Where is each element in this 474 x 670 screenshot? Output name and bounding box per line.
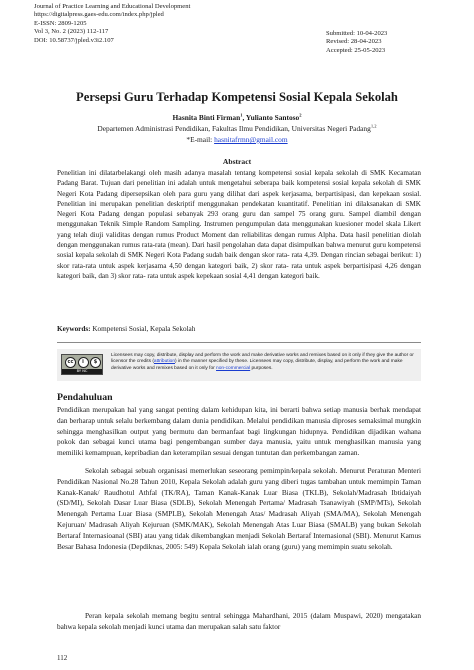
page-number: 112 bbox=[57, 654, 68, 662]
abstract-heading: Abstract bbox=[222, 157, 252, 166]
cc-badge-text: BY NC bbox=[62, 369, 102, 374]
author-1-sup: 1 bbox=[240, 112, 243, 118]
email-link[interactable]: hasnitafrmn@gmail.com bbox=[214, 135, 288, 144]
license-box bbox=[57, 349, 421, 381]
revised-date: Revised: 28-04-2023 bbox=[326, 38, 382, 46]
license-line-2: ) in the manner specified by these. Licensees may copy, distribute, display, and perform the work and make derivative works and remixes based on it only for bbox=[111, 359, 403, 371]
affiliation-text: Departemen Administrasi Pendidikan, Fakultas Ilmu Pendidikan, Universitas Negeri Padang bbox=[97, 124, 371, 133]
divider-rule bbox=[57, 342, 421, 343]
journal-name: Journal of Practice Learning and Educational Development bbox=[34, 3, 191, 10]
affiliation-sup: 1,2 bbox=[370, 123, 377, 129]
body-paragraph-3: Peran kepala sekolah memang begitu sentral sehingga Mahardhani, 2015 (dalam Muspawi, 2020) mengatakan bahwa kepala sekolah menjadi kunci utama dan merupakan salah satu faktor bbox=[57, 611, 421, 631]
noncommercial-link[interactable]: non-commercial bbox=[216, 365, 251, 371]
author-separator: , bbox=[242, 113, 246, 122]
journal-issn: E-ISSN: 2809-1205 bbox=[34, 19, 87, 27]
license-text bbox=[111, 353, 416, 372]
license-line-1: Licensees may copy, distribute, display and perform the work and make derivative works and remixes based on it only if they give the author or licensor the credits ( bbox=[111, 353, 414, 365]
journal-doi: DOI: 10.58737/jpled.v3i2.107 bbox=[34, 36, 114, 44]
author-1: Hasnita Binti Firman bbox=[172, 113, 241, 122]
authors bbox=[0, 113, 474, 122]
keywords bbox=[57, 325, 421, 333]
cc-icon: cc bbox=[65, 357, 76, 368]
abstract-text: Penelitian ini dilatarbelakangi oleh masih adanya masalah tentang kompetensi sosial kepala sekolah di SMK Kecamatan Padang Barat. Tujuan dari penelitian ini adalah untuk mengetahui seberapa baik kompetensi sosial kepala sekolah di SMK Negeri Kota Padang dipersepsikan oleh para guru yang dilihat dari aspek kerjasama, berpartisipasi, dan kepekaan sosial. Penelitian ini merupakan penelitian deskriptif menggunakan pendekatan kuantitatif. Penelitian ini dilaksanakan di SMK Negeri Kota Padang dengan populasi sebanyak 293 orang guru dan sampel 75 orang guru. Sampel diambil dengan menggunakan Teknik Simple Random Sampling. Instrumen pengumpulan data menggunakan kuesioner model skala Likert yang telah diuji validitas dengan rumus Product Moment dan reliabilitas dengan rumus Alpha. Data hasil penelitian diolah dengan menggunakan rumus rata-rata (mean). Dari hasil pengolahan data dapat disimpulkan bahwa menurut guru kompetensi sosial kepala sekolah di SMK Negeri Kota Padang sudah baik dengan skor rata- rata 4,39. Dengan rincian sebagai berikut: 1) skor rata-rata untuk aspek kerjasama 4,50 dengan kategori baik, 2) skor rata- rata untuk aspek berpartisipasi 4,26 dengan kategori baik, dan 3) skor rata- rata untuk aspek kepekaan sosial 4,41 dengan kategori baik. bbox=[57, 169, 421, 280]
body-paragraph-1: Pendidikan merupakan hal yang sangat penting dalam kehidupan kita, ini berarti bahwa setiap manusia berhak mendapat dan berharap untuk selalu berkembang dalam dunia pendidikan. Melalui pendidikan manusia diproses semaksimal mungkin sehingga menghasilkan output yang bermutu dan bermanfaat bagi lingkungan hidupnya. Pendidikan dijadikan wahana pokok dan sebagai kunci utama bagi pengembangan sumber daya manusia, yaitu untuk menghasilkan manusia yang memiliki kemampuan, kepribadian dan keterampilan sesuai dengan tuntutan dan perkembangan zaman. bbox=[57, 405, 421, 458]
article-title: Persepsi Guru Terhadap Kompetensi Sosial Kepala Sekolah bbox=[76, 90, 398, 104]
journal-volume: Vol 3, No. 2 (2023) 112-117 bbox=[34, 28, 109, 36]
journal-header bbox=[34, 3, 190, 45]
cc-license-badge[interactable] bbox=[61, 354, 103, 375]
accepted-date: Accepted: 25-05-2023 bbox=[326, 46, 386, 54]
keywords-label: Keywords: bbox=[57, 325, 91, 333]
journal-url[interactable]: https://digitalpress.gaes-edu.com/index.php/jpled bbox=[34, 11, 164, 19]
submitted-date: Submitted: 10-04-2023 bbox=[326, 30, 388, 37]
license-line-3: purposes. bbox=[250, 365, 273, 371]
article-dates bbox=[326, 30, 387, 55]
email-label: *E-mail: bbox=[186, 135, 215, 144]
keywords-text: Kompetensi Sosial, Kepala Sekolah bbox=[90, 325, 196, 333]
section-heading: Pendahuluan bbox=[57, 392, 113, 403]
affiliation bbox=[0, 124, 474, 133]
attribution-link[interactable]: attribution bbox=[153, 359, 175, 365]
author-2-sup: 2 bbox=[299, 112, 302, 118]
body-paragraph-2: Sekolah sebagai sebuah organisasi memerlukan seseorang pemimpin/kepala sekolah. Menurut Peraturan Menteri Pendidikan Nasional No.28 Tahun 2010, Kepala Sekolah adalah guru yang diberi tugas tambahan untuk memimpin Taman Kanak-Kanak/ Raudhotul Athfal (TK/RA), Taman Kanak-Kanak Luar Biasa (TKLB), Sekolah/Madrasah Ibtidaiyah (SD/MI), Sekolah Dasar Luar Biasa (SDLB), Sekolah Menengah Pertama/ Madrasah Tsanawiyah (SMP/MTs), Sekolah Menengah Pertama Luar Biasa (SMPLB), Sekolah Menengah Atas/ Madrasah Aliyah (SMA/MA), Sekolah Menengah Kejuruan/ Madrasah Aliyah Kejuruan (SMK/MAK), Sekolah Menengah Atas Luar Biasa (SMALB) yang bukan Sekolah Bertaraf Internasioanal (SBI) atau yang tidak dikembangkan menjadi Sekolah Bertaraf Internasional (SBI). Menurut Kamus Besar Bahasa Indonesia (Depdiknas, 2005: 549) Kepala Sekolah ialah orang (guru) yang memimpin suatu sekolah. bbox=[57, 466, 421, 551]
author-2: Yulianto Santoso bbox=[245, 113, 300, 122]
noncommercial-icon: $ bbox=[90, 357, 101, 368]
attribution-icon: i bbox=[78, 357, 89, 368]
email-line bbox=[0, 135, 474, 144]
